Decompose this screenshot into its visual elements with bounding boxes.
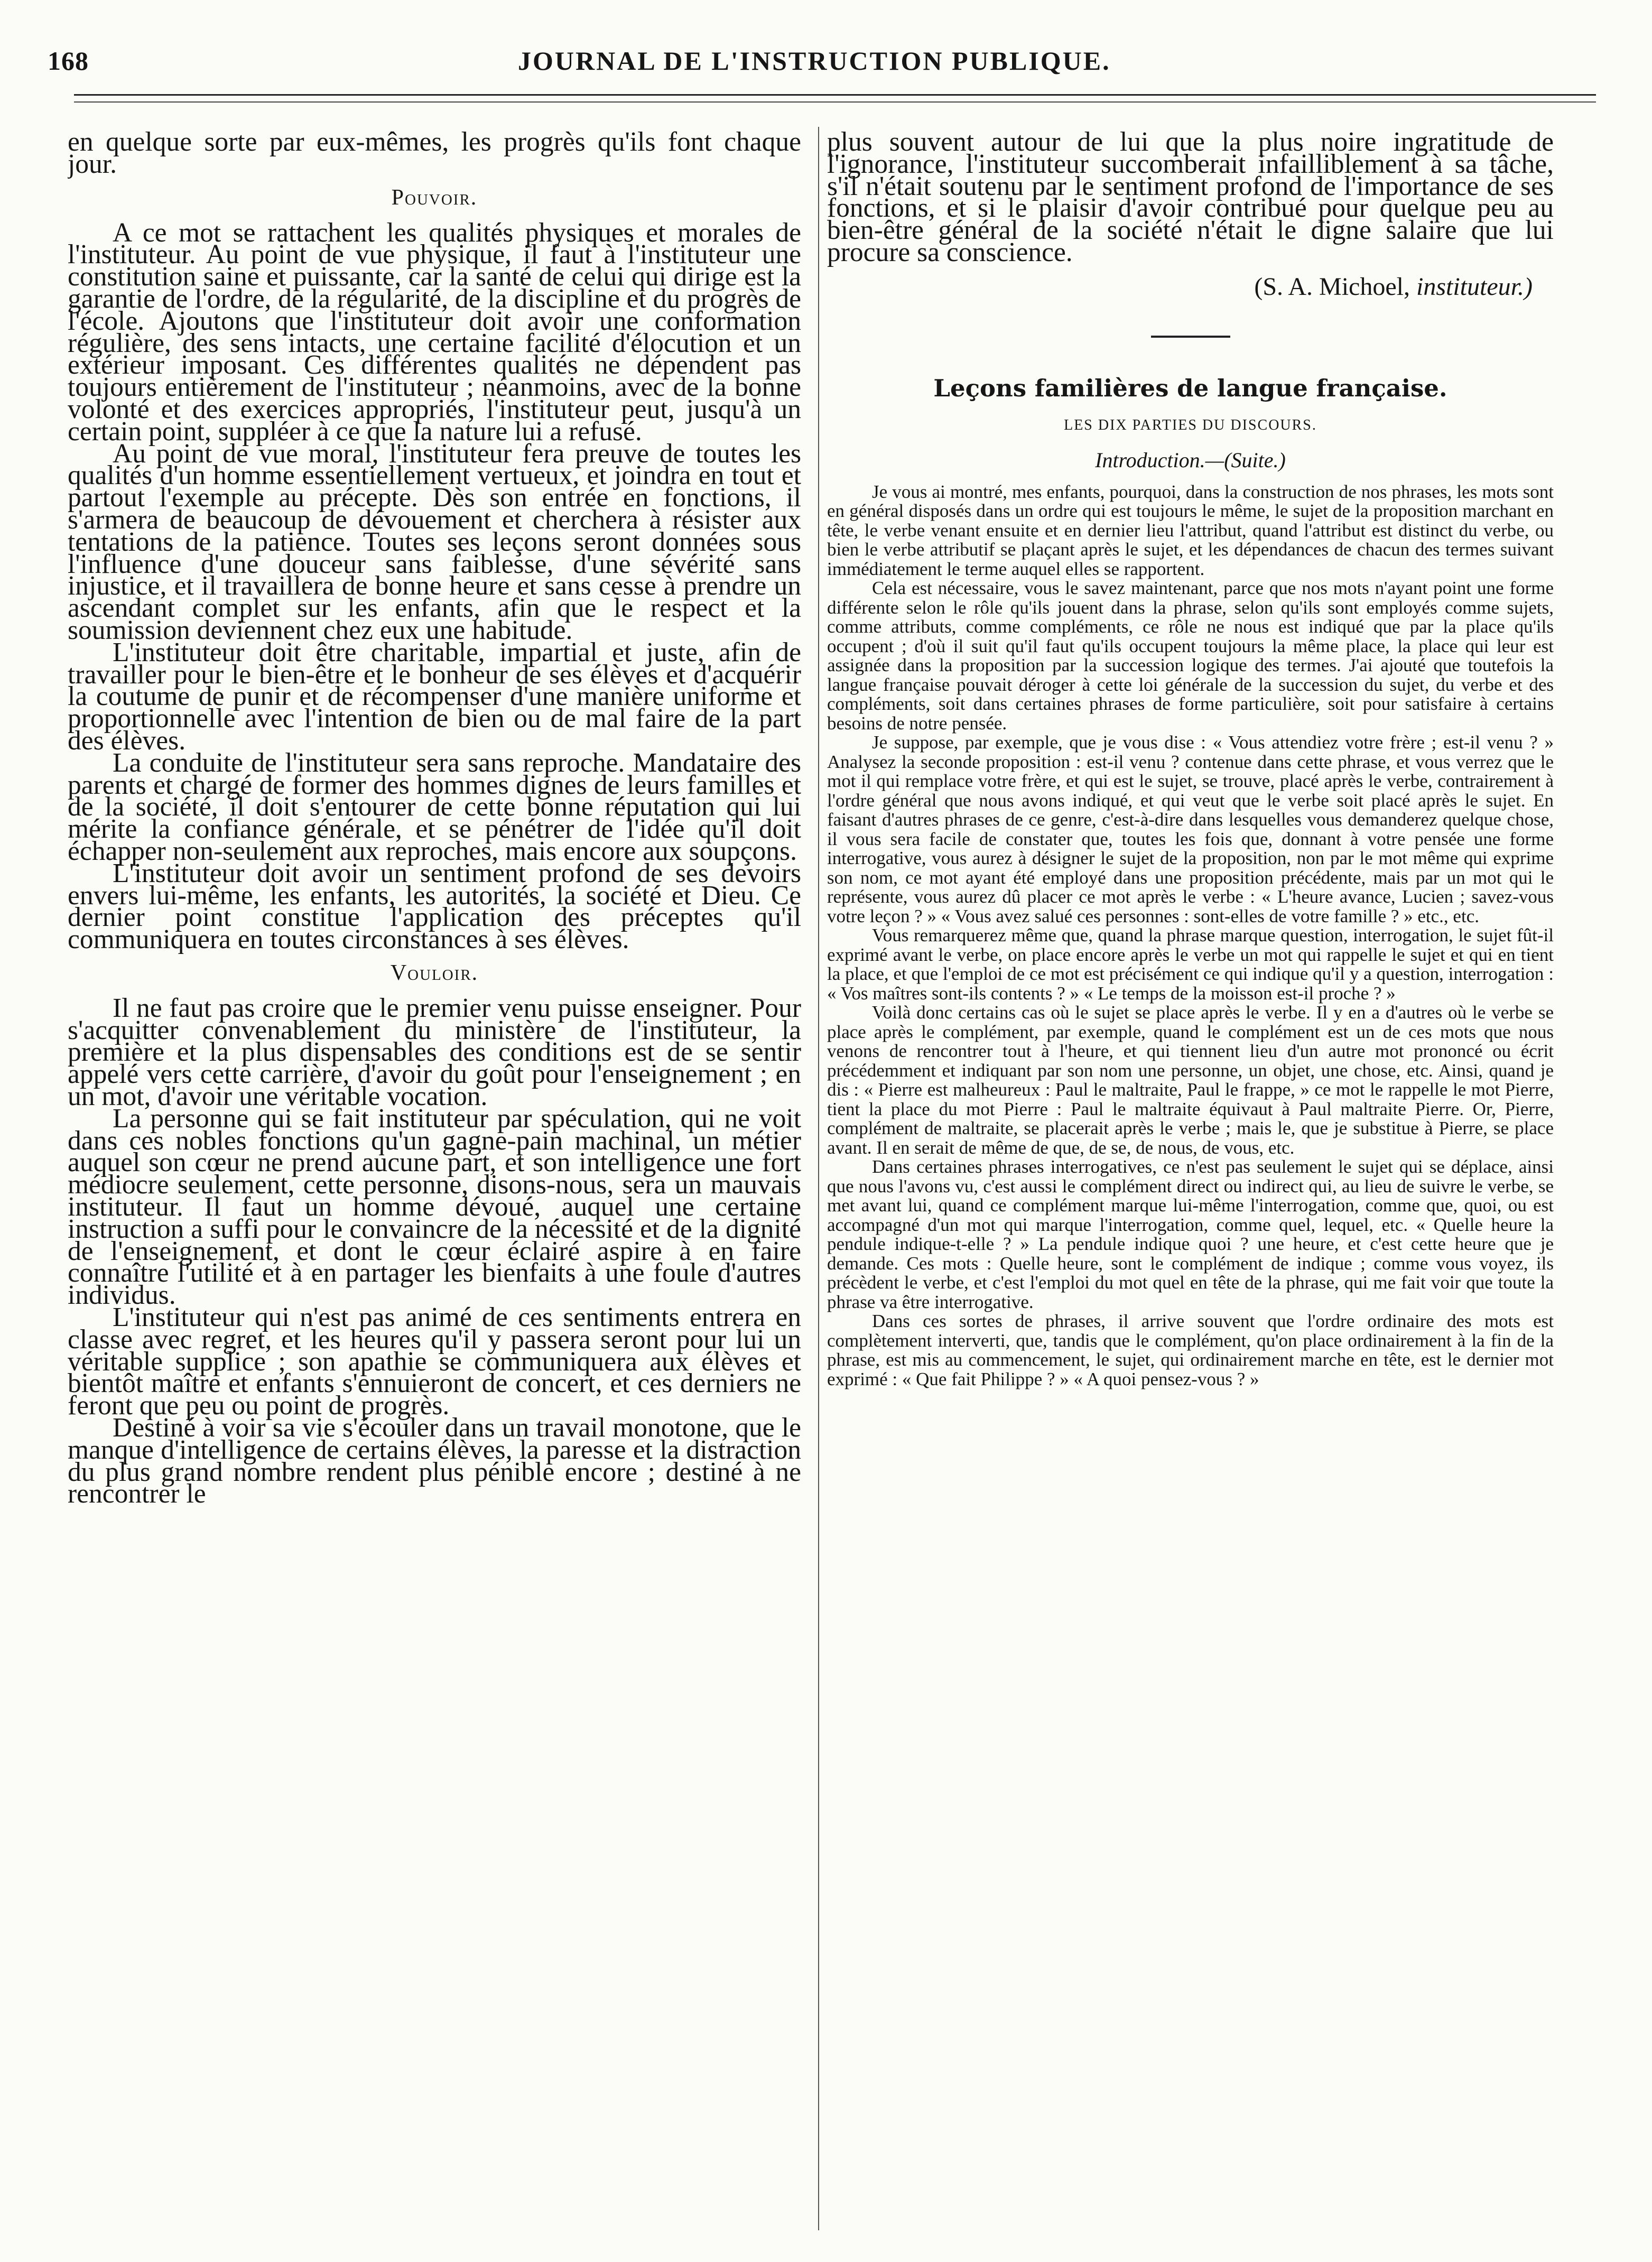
paragraph: Dans ces sortes de phrases, il arrive souvent que l'ordre ordinaire des mots est complètement interverti, que, tandis que le complément, qu'on place ordinairement à la fin de la phrase, est mis au commencement, le sujet, qui ordinairement marche en tête, est le dernier mot exprimé : « Que fait Philippe ? » « A quoi pensez-vous ? »: [827, 1311, 1554, 1389]
paragraph: La conduite de l'instituteur sera sans reproche. Mandataire des parents et chargé de former des hommes dignes de leurs familles et de la société, il doit s'entourer de cette bonne réputation qui lui mérite la confiance générale, et se pénétrer de l'idée qu'il doit échapper non-seulement aux reproches, mais encore aux soupçons.: [68, 747, 801, 866]
page-header: [48, 42, 1622, 85]
article-intro: Introduction.—(Suite.): [1095, 448, 1286, 472]
header-rule-thin: [74, 101, 1596, 103]
left-opening-text: en quelque sorte par eux-mêmes, les progrès qu'ils font chaque jour.: [68, 131, 801, 179]
article-subtitle: LES DIX PARTIES DU DISCOURS.: [1064, 416, 1317, 433]
column-divider: [818, 127, 819, 2230]
paragraph: L'instituteur qui n'est pas animé de ces sentiments entrera en classe avec regret, et les heures qu'il y passera seront pour lui un véritable supplice ; son apathie se communiquera aux élèves et bientôt maître et enfants s'ennuieront de concert, et ces derniers ne feront que peu ou point de progrès.: [68, 1302, 801, 1421]
left-column: [68, 131, 801, 2224]
paragraph: L'instituteur doit avoir un sentiment profond de ses devoirs envers lui-même, les enfants, les autorités, la société et Dieu. Ce dernier point constitue l'application des préceptes qu'il communiquera en toutes circonstances à ses élèves.: [68, 858, 801, 955]
section-heading-pouvoir: Pouvoir.: [391, 185, 478, 210]
header-rule: [74, 94, 1596, 96]
signature-name: (S. A. Michoel,: [1254, 272, 1410, 301]
section-heading-vouloir: Vouloir.: [390, 960, 479, 985]
paragraph: Destiné à voir sa vie s'écouler dans un travail monotone, que le manque d'intelligence de certains élèves, la paresse et la distraction du plus grand nombre rendent plus pénible encore ; destiné à ne rencontrer le: [68, 1413, 801, 1509]
right-column: [827, 131, 1554, 2224]
signature-role: instituteur.): [1416, 272, 1533, 301]
paragraph: Voilà donc certains cas où le sujet se place après le verbe. Il y en a d'autres où le verbe se place après le complément, par exemple, quand le complément est un de ces mots que nous venons de rencontrer tout à l'heure, et qui tiennent lieu d'un autre mot prononcé ou écrit précédemment et indiquant par son nom une personne, un objet, une chose, etc. Ainsi, quand je dis : « Pierre est malheureux : Paul le maltraite, Paul le frappe, » ce mot le rappelle le mot Pierre, tient la place du mot Pierre : Paul le maltraite équivaut à Paul maltraite Pierre. Or, Pierre, complément de maltraite, se placerait après le verbe ; mais le, que je substitue à Pierre, se place avant. Il en serait de même de que, de se, de nous, de vous, etc.: [827, 1002, 1554, 1158]
paragraph: Je vous ai montré, mes enfants, pourquoi, dans la construction de nos phrases, les mots sont en général disposés dans un ordre qui est toujours le même, le sujet de la proposition marchant en tête, le verbe venant ensuite et en dernier lieu l'attribut, quand l'attribut est distinct du verbe, ou bien le verbe attributif se plaçant après le sujet, et les dépendances de chacun des termes suivant immédiatement le terme auquel elles se rapportent.: [827, 481, 1554, 579]
article-signature: [827, 271, 1533, 303]
paragraph: Il ne faut pas croire que le premier venu puisse enseigner. Pour s'acquitter convenablement du ministère de l'instituteur, la première et la plus dispensables des conditions est de se sentir appelé vers cette carrière, d'avoir du goût pour l'enseignement ; en un mot, d'avoir une véritable vocation.: [68, 993, 801, 1112]
paragraph: Cela est nécessaire, vous le savez maintenant, parce que nos mots n'ayant point une forme différente selon le rôle qu'ils jouent dans la phrase, selon qu'ils sont employés comme sujets, comme attributs, comme compléments, ce rôle ne nous est indiqué que par la place qu'ils occupent ; d'où il suit qu'il faut qu'ils occupent toujours la même place, la place qui leur est assignée dans la proposition par la succession logique des termes. J'ai ajouté que toutefois la langue française pouvait déroger à cette loi générale de la succession du sujet, du verbe et des compléments, soit dans certaines phrases de forme particulière, soit pour satisfaire à certains besoins de notre pensée.: [827, 578, 1554, 734]
paragraph: Vous remarquerez même que, quand la phrase marque question, interrogation, le sujet fût-il exprimé avant le verbe, on place encore après le verbe un mot qui rappelle le sujet et qui en tient la place, et que l'emploi de ce mot est précisément ce qui indique qu'il y a question, interrogation : « Vos maîtres sont-ils contents ? » « Le temps de la moisson est-il proche ? »: [827, 925, 1554, 1004]
journal-title: JOURNAL DE L'INSTRUCTION PUBLIQUE.: [518, 46, 1111, 76]
paragraph: Au point de vue moral, l'instituteur fera preuve de toutes les qualités d'un homme essentiellement vertueux, et joindra en tout et partout l'exemple au précepte. Dès son entrée en fonctions, il s'armera de beaucoup de dévouement et cherchera à résister aux tentations de la patience. Toutes ses leçons seront données sous l'influence d'une douceur sans faiblesse, d'une sévérité sans injustice, et il travaillera de bonne heure et sans cesse à prendre un ascendant complet sur les enfants, afin que le respect et la soumission deviennent chez eux une habitude.: [68, 438, 801, 645]
continuation-text: plus souvent autour de lui que la plus noire ingratitude de l'ignorance, l'instituteur succomberait infailliblement à sa tâche, s'il n'était soutenu par le sentiment profond de l'importance de ses fonctions, et si le plaisir d'avoir contribué pour quelque peu au bien-être général de la société n'était le digne salaire que lui procure sa conscience.: [827, 131, 1554, 267]
article-body: [827, 483, 1554, 1389]
paragraph: Dans certaines phrases interrogatives, ce n'est pas seulement le sujet qui se déplace, ainsi que nous l'avons vu, c'est aussi le complément direct ou indirect qui, au lieu de suivre le verbe, se met avant lui, quand ce complément marque lui-même l'interrogation, comme que, quoi, ou est accompagné d'un mot qui marque l'interrogation, comme quel, lequel, etc. « Quelle heure la pendule indique-t-elle ? » La pendule indique quoi ? une heure, et c'est cette heure que je demande. Ces mots : Quelle heure, sont le complément de indique ; comme vous voyez, ils précèdent le verbe, et c'est l'emploi du mot quel en tête de la phrase, qui me fait voir que toute la phrase va être interrogative.: [827, 1156, 1554, 1312]
paragraph: La personne qui se fait instituteur par spéculation, qui ne voit dans ces nobles fonctions qu'un gagne-pain machinal, un métier auquel son cœur ne prend aucune part, et son intelligence une fort médiocre seulement, cette personne, disons-nous, sera un mauvais instituteur. Il faut un homme dévoué, auquel une certaine instruction a suffi pour le convaincre de la nécessité et de la dignité de l'enseignement, et dont le cœur éclairé aspire à en faire connaître l'utilité et à en partager les bienfaits à une foule d'autres individus.: [68, 1103, 801, 1311]
page-number: 168: [48, 46, 89, 76]
paragraph: Je suppose, par exemple, que je vous dise : « Vous attendiez votre frère ; est-il venu ? » Analysez la seconde proposition : est-il venu ? contenue dans cette phrase, et vous verrez que le mot il qui remplace votre frère, et qui est le sujet, se trouve, placé après le verbe, contrairement à l'ordre général que nous avons indiqué, et qui veut que le verbe soit placé après le sujet. En faisant d'autres phrases de ce genre, c'est-à-dire dans lesquelles vous demanderez quelque chose, il vous sera facile de constater que, toutes les fois que, donnant à votre pensée une forme interrogative, vous aurez à désigner le sujet de la proposition, non par le mot même qui exprime son nom, ce mot ayant été employé dans une proposition précédente, mais par un mot qui le représente, vous aurez dû placer ce mot après le verbe : « L'heure avance, Lucien ; savez-vous votre leçon ? » « Vous avez salué ces personnes : sont-elles de votre famille ? » etc., etc.: [827, 732, 1554, 926]
section-separator: [1151, 336, 1230, 338]
article-title: Leçons familières de langue française.: [933, 374, 1447, 402]
paragraph: L'instituteur doit être charitable, impartial et juste, afin de travailler pour le bien-être et le bonheur de ses élèves et d'acquérir la coutume de punir et de récompenser d'une manière uniforme et proportionnelle avec l'intention de bien ou de mal faire de la part des élèves.: [68, 637, 801, 756]
paragraph: A ce mot se rattachent les qualités physiques et morales de l'instituteur. Au point de vue physique, il faut à l'instituteur une constitution saine et puissante, car la santé de celui qui dirige est la garantie de l'ordre, de la régularité, de la discipline et du progrès de l'école. Ajoutons que l'instituteur doit avoir une conformation régulière, des sens intacts, une certaine facilité d'élocution et un extérieur imposant. Ces différentes qualités ne dépendent pas toujours entièrement de l'instituteur ; néanmoins, avec de la bonne volonté et des exercices appropriés, l'instituteur peut, jusqu'à un certain point, suppléer à ce que la nature lui a refusé.: [68, 217, 801, 447]
